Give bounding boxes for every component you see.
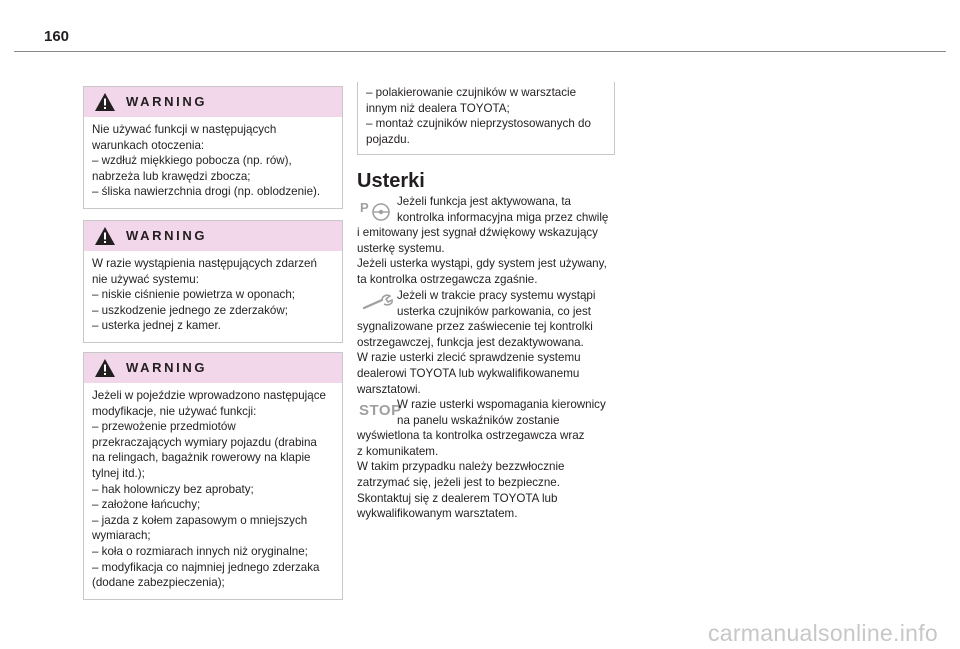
text-line: W razie wystąpienia następujących zdarzeń	[92, 257, 317, 270]
stop-warning-icon: STOP	[359, 402, 402, 419]
text-line: – polakierowanie czujników w warsztacie	[366, 86, 577, 99]
warning-box-2	[83, 220, 343, 343]
text-line: – założone łańcuchy;	[92, 498, 201, 512]
text-line: warsztatowi.	[357, 382, 421, 396]
warning-box-1	[83, 86, 343, 209]
text-line: modyfikacje, nie używać funkcji:	[92, 404, 257, 418]
text-line: wymiarach;	[92, 529, 151, 543]
watermark-text: carmanualsonline.info	[707, 620, 938, 646]
text-line: Jeżeli w pojeździe wprowadzono następujące	[92, 389, 326, 402]
text-line: – śliska nawierzchnia drogi (np. oblodzenie).	[92, 185, 321, 199]
text-line: ta kontrolka ostrzegawcza zgaśnie.	[357, 272, 538, 286]
warning-text	[84, 117, 342, 208]
text-line: – usterka jednej z kamer.	[92, 319, 221, 333]
text-line: W razie usterki zlecić sprawdzenie systemu	[357, 351, 581, 365]
warning-header	[84, 86, 342, 117]
text-line: – przewożenie przedmiotów	[92, 420, 236, 434]
text-line: przekraczających wymiary pojazdu (drabina	[92, 435, 317, 449]
header-divider	[14, 51, 946, 52]
warning-box-3	[83, 352, 343, 600]
text-line: nabrzeża lub krawędzi zbocza;	[92, 169, 251, 183]
text-line: na relingach, bagażnik rowerowy na klapie	[92, 451, 311, 465]
fault-block-1	[357, 194, 617, 288]
text-line: usterkę systemu.	[357, 241, 445, 255]
svg-text:P: P	[360, 200, 369, 215]
text-line: usterka czujników parkowania, co jest	[397, 304, 591, 318]
text-line: – hak holowniczy bez aprobaty;	[92, 482, 254, 496]
warning-title: WARNING	[126, 94, 208, 109]
fault-block-3	[357, 397, 617, 522]
page-number: 160	[44, 28, 70, 45]
text-line: i emitowany jest sygnał dźwiękowy wskazujący	[357, 226, 598, 240]
warning-header	[84, 220, 342, 251]
section-title: Usterki	[357, 170, 425, 192]
text-line: – montaż czujników nieprzystosowanych do	[366, 117, 591, 131]
warning-triangle-icon	[94, 358, 116, 378]
text-line: W takim przypadku należy bezzwłocznie	[357, 460, 565, 474]
warning-title: WARNING	[126, 228, 208, 243]
text-line: pojazdu.	[366, 132, 410, 146]
text-line: na panelu wskaźników zostanie	[397, 413, 560, 427]
text-line: Jeżeli w trakcie pracy systemu wystąpi	[397, 289, 596, 302]
text-line: warunkach otoczenia:	[92, 138, 205, 152]
text-line: (dodane zabezpieczenia);	[92, 576, 225, 590]
warning-header	[84, 352, 342, 383]
text-line: z komunikatem.	[357, 444, 439, 458]
warning-triangle-icon	[94, 92, 116, 112]
continuation-box	[357, 82, 615, 155]
text-line: innym niż dealera TOYOTA;	[366, 101, 510, 115]
text-line: Jeżeli funkcja jest aktywowana, ta	[397, 195, 571, 208]
warning-title: WARNING	[126, 360, 208, 375]
text-line: Jeżeli usterka wystąpi, gdy system jest używany,	[357, 257, 607, 271]
text-line: kontrolka informacyjna miga przez chwilę	[397, 210, 609, 224]
text-line: sygnalizowane przez zaświecenie tej kontrolki	[357, 320, 593, 334]
text-line: – koła o rozmiarach innych niż oryginalne;	[92, 544, 308, 558]
warning-text	[84, 251, 342, 342]
text-line: W razie usterki wspomagania kierownicy	[397, 398, 606, 411]
text-line: nie używać systemu:	[92, 272, 199, 286]
text-line: wykwalifikowanym warsztatem.	[357, 507, 518, 521]
text-line: – uszkodzenie jednego ze zderzaków;	[92, 303, 288, 317]
text-line: Skontaktuj się z dealerem TOYOTA lub	[357, 491, 558, 505]
text-line: wyświetlona ta kontrolka ostrzegawcza wraz	[357, 429, 585, 443]
text-line: ostrzegawczej, funkcja jest dezaktywowana.	[357, 335, 584, 349]
text-line: – wzdłuż miękkiego pobocza (np. rów),	[92, 154, 292, 168]
text-line: – niskie ciśnienie powietrza w oponach;	[92, 288, 296, 302]
text-line: zatrzymać się, jeżeli jest to bezpieczne.	[357, 475, 560, 489]
warning-text	[84, 383, 342, 599]
text-line: Nie używać funkcji w następujących	[92, 123, 277, 136]
text-line: – modyfikacja co najmniej jednego zderzaka	[92, 560, 320, 574]
warning-triangle-icon	[94, 226, 116, 246]
text-line: – jazda z kołem zapasowym o mniejszych	[92, 513, 308, 527]
fault-block-2	[357, 288, 617, 397]
text-line: tylnej itd.);	[92, 466, 145, 480]
text-line: dealerowi TOYOTA lub wykwalifikowanemu	[357, 366, 580, 380]
